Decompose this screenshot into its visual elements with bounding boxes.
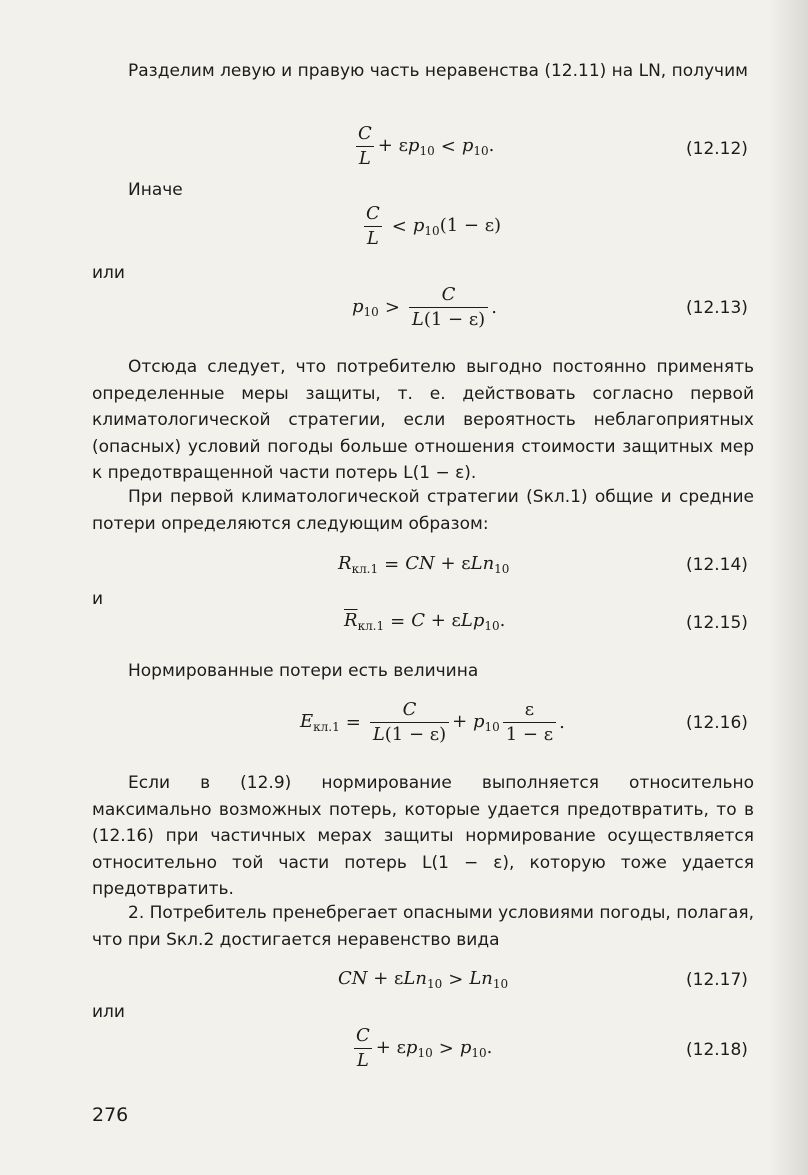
equation-number: (12.15) bbox=[686, 613, 748, 633]
paragraph-first-strategy: При первой климатологической стратегии (Sкл.1) общие и средние потери определяются следующим образом: bbox=[92, 487, 754, 534]
word-inache: Иначе bbox=[128, 180, 183, 200]
equation-inequality: $\frac{C}{L}$ < $p_{10}(1 - \varepsilon)$ bbox=[360, 204, 501, 249]
paragraph-conclusion: Отсюда следует, что потребителю выгодно постоянно применять определенные меры защиты, т. е. действовать согласно первой климатологической стратегии, если вероятность неблагоприятных (опасных) условий погоды больше отношения стоимости защитных мер к предотвращенной части потерь L(1 − ε). bbox=[92, 357, 754, 483]
equation-12-14: $R_{кл.1}$ = CN + εLn$_{10}$ bbox=[338, 553, 510, 576]
equation-12-12: $\frac{C}{L}$ + $\varepsilon p_{10}$ < $p_{10}$. bbox=[352, 124, 494, 169]
equation-12-16: $E_{кл.1}$ = $\frac{C}{L(1 - \varepsilon)}$ + $p_{10}$ $\frac{\varepsilon}{1 - \varepsilon}$ . bbox=[300, 699, 565, 745]
page-edge-shadow bbox=[768, 0, 808, 1175]
equation-number: (12.12) bbox=[686, 139, 748, 159]
paragraph-normalization: Если в (12.9) нормирование выполняется относительно максимально возможных потерь, которые удается предотвратить, то в (12.16) при частичных мерах защиты нормирование осуществляется относительно той части потерь L(1 − ε), которую тоже удается предотвратить. bbox=[92, 773, 754, 899]
equation-12-13: $p_{10}$ > $\frac{C}{L(1 - \varepsilon)}$ . bbox=[352, 284, 497, 330]
equation-number: (12.13) bbox=[686, 298, 748, 318]
equation-12-18: $\frac{C}{L}$ + $\varepsilon p_{10}$ > $p_{10}$. bbox=[350, 1026, 492, 1071]
paragraph-normalized: Нормированные потери есть величина bbox=[128, 661, 479, 681]
equation-number: (12.17) bbox=[686, 970, 748, 990]
equation-number: (12.14) bbox=[686, 555, 748, 575]
equation-12-15: $\overline{R}_{кл.1}$ = C + εLp$_{10}$. bbox=[344, 610, 506, 633]
word-ili-2: или bbox=[92, 1002, 125, 1022]
equation-number: (12.18) bbox=[686, 1040, 748, 1060]
word-ili: или bbox=[92, 263, 125, 283]
paragraph-consumer-ignores: 2. Потребитель пренебрегает опасными условиями погоды, полагая, что при Sкл.2 достигается неравенство вида bbox=[92, 903, 754, 950]
equation-number: (12.16) bbox=[686, 713, 748, 733]
equation-12-17: CN + εLn$_{10}$ > $Ln_{10}$ bbox=[338, 968, 509, 991]
page-number: 276 bbox=[92, 1104, 129, 1126]
paragraph-divide: Разделим левую и правую часть неравенства (12.11) на LN, получим bbox=[128, 61, 748, 81]
word-i: и bbox=[92, 589, 104, 609]
